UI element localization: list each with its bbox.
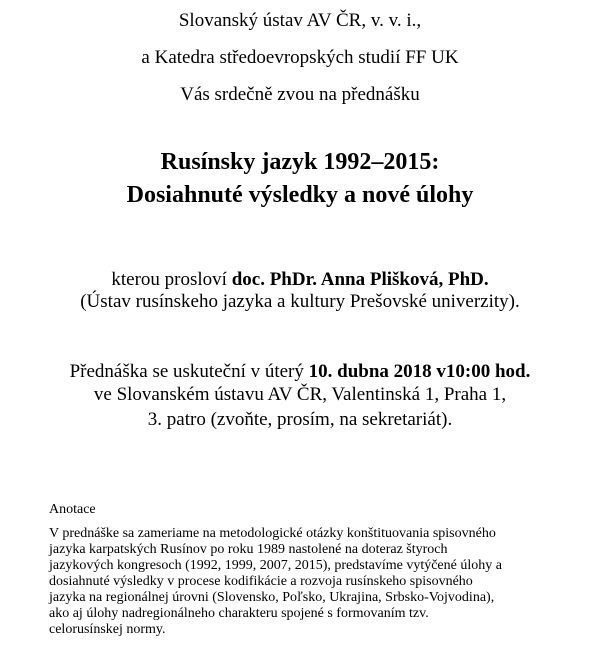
annotation-label: Anotace xyxy=(49,502,96,517)
lecture-title-line-1: Rusínsky jazyk 1992–2015: xyxy=(160,149,440,175)
annotation-line: celorusínskej normy. xyxy=(49,622,166,637)
organizer-line-2: a Katedra středoevropských studií FF UK xyxy=(141,47,459,68)
annotation-line: jazyka karpatských Rusínov po roku 1989 nastolené na doteraz štyroch xyxy=(49,542,448,557)
speaker-affiliation: (Ústav rusínskeho jazyka a kultury Prešovské univerzity). xyxy=(80,291,520,312)
lecture-title-line-2: Dosiahnuté výsledky a nové úlohy xyxy=(126,182,474,208)
annotation-line: jazykových kongresoch (1992, 1999, 2007, 2015), predstavíme vytýčené úlohy a xyxy=(49,558,502,573)
annotation-line: ako aj úlohy nadregionálneho charakteru spojené s formovaním tzv. xyxy=(49,606,429,621)
venue-address: ve Slovanském ústavu AV ČR, Valentinská 1, Praha 1, xyxy=(93,384,507,405)
annotation-line: V prednáške sa zameriame na metodologické otázky konštituovania spisovného xyxy=(49,526,496,541)
annotation-line: dosiahnuté výsledky v procese kodifikácie a rozvoja rusínskeho spisovného xyxy=(49,574,473,589)
speaker-name: doc. PhDr. Anna Plišková, PhD. xyxy=(231,269,489,290)
date-prefix: Přednáška se uskuteční v úterý xyxy=(69,361,309,382)
date-line xyxy=(0,361,600,383)
annotation-line: jazyka na regionálnej úrovni (Slovensko, Poľsko, Ukrajina, Srbsko-Vojvodina), xyxy=(49,590,495,605)
organizer-line-1: Slovanský ústav AV ČR, v. v. i., xyxy=(178,10,422,31)
speaker-prefix: kterou prosloví xyxy=(111,269,232,290)
invitation-line: Vás srdečně zvou na přednášku xyxy=(180,84,420,105)
annotation-text xyxy=(49,526,589,638)
venue-floor-note: 3. patro (zvoňte, prosím, na sekretariát). xyxy=(147,409,453,430)
date-time: 10. dubna 2018 v10:00 hod. xyxy=(308,361,531,382)
speaker-line xyxy=(0,269,600,291)
